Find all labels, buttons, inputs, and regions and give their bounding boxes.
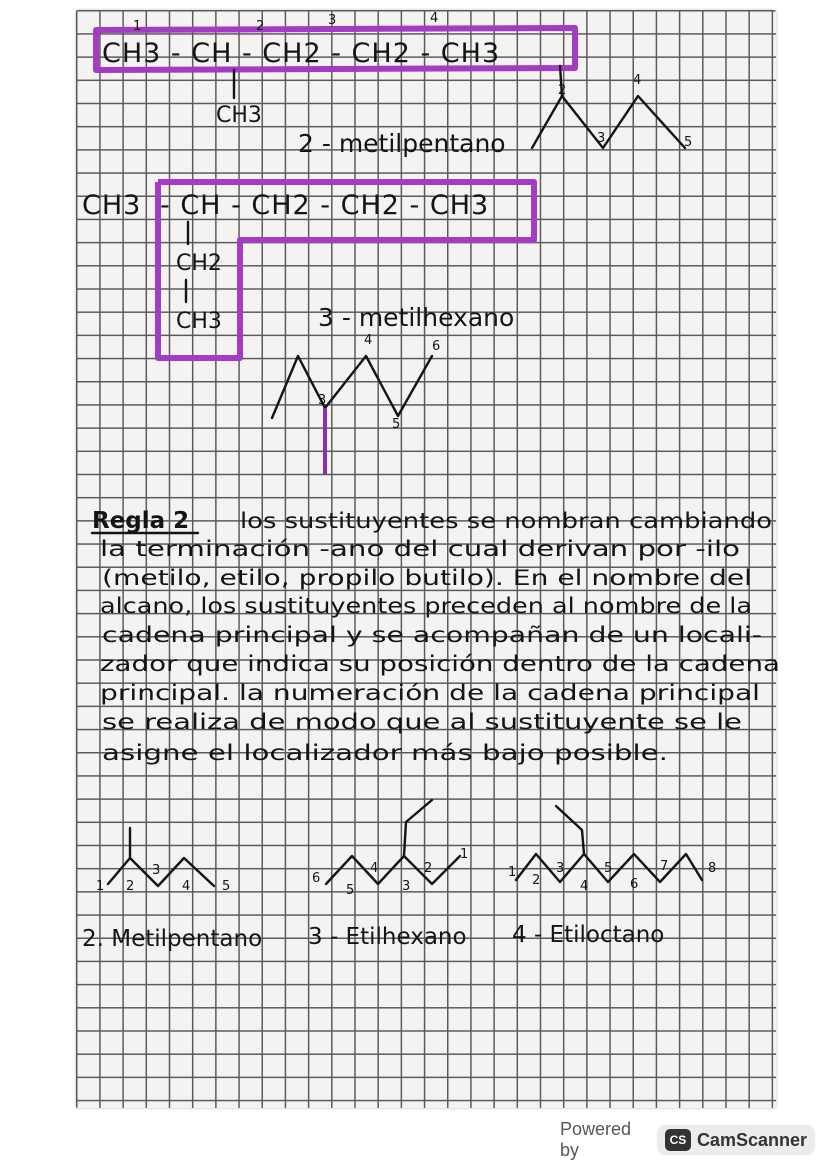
camscanner-watermark xyxy=(560,1119,815,1160)
skeleton-number: 3 xyxy=(556,861,565,876)
carbon-number-3: 3 xyxy=(328,13,337,28)
skeleton-number: 5 xyxy=(346,883,355,898)
skeleton-number: 3 xyxy=(597,131,606,146)
skeleton-number: 4 xyxy=(182,879,191,894)
rule-line: asigne el localizador más bajo posible. xyxy=(102,741,668,766)
skeleton-2-metilpentano-b xyxy=(108,858,214,886)
compound-name-2: 3 - metilhexano xyxy=(318,303,515,332)
skeleton-number: 3 xyxy=(152,863,161,878)
skeleton-number: 5 xyxy=(684,135,693,150)
rule-title: Regla 2 xyxy=(92,508,190,534)
skeleton-number: 6 xyxy=(630,877,639,892)
skeleton-number: 4 xyxy=(370,861,379,876)
rule-line: cadena principal y se acompañan de un locali- xyxy=(102,623,762,648)
chain-top-formula: - CH - CH2 - CH2 - CH3 xyxy=(160,190,490,221)
rule-line: la terminación -ano del cual derivan por -ilo xyxy=(100,537,740,562)
main-chain-formula: CH3 - CH - CH2 - CH2 - CH3 xyxy=(102,38,501,69)
skeleton-number: 1 xyxy=(508,865,517,880)
rule-line: se realiza de modo que al sustituyente se le xyxy=(102,710,742,735)
skeleton-number: 1 xyxy=(96,879,105,894)
compound-name-bottom-1: 2. Metilpentano xyxy=(82,926,263,952)
skeleton-number: 2 xyxy=(532,873,541,888)
skeleton-number: 5 xyxy=(392,417,401,432)
carbon-number-1: 1 xyxy=(133,19,142,34)
rule-line: zador que indica su posición dentro de la cadena xyxy=(100,652,780,677)
branch-formula: CH3 xyxy=(216,103,262,128)
rule-line: alcano, los sustituyentes preceden al nombre de la xyxy=(100,594,752,619)
skeleton-number: 5 xyxy=(604,861,613,876)
camscanner-brand: CamScanner xyxy=(696,1129,807,1150)
skeleton-number: 8 xyxy=(708,861,717,876)
carbon-number-2: 2 xyxy=(256,19,265,34)
compound-name-bottom-2: 3 - Etilhexano xyxy=(308,924,467,950)
skeleton-number: 3 xyxy=(402,879,411,894)
skeleton-number: 2 xyxy=(424,861,433,876)
rule-line: los sustituyentes se nombran cambiando xyxy=(240,509,772,534)
skeleton-number: 6 xyxy=(432,339,441,354)
skeleton-number: 4 xyxy=(364,333,373,348)
skeleton-number: 5 xyxy=(222,879,231,894)
powered-by-text: Powered by xyxy=(560,1119,632,1160)
skeleton-number: 6 xyxy=(312,871,321,886)
skeleton-number: 2 xyxy=(558,83,567,98)
skeleton-number: 3 xyxy=(318,393,327,408)
skeleton-2-metilpentano xyxy=(560,66,685,148)
camscanner-badge xyxy=(657,1125,815,1155)
skeleton-branch-ethyl xyxy=(556,806,584,854)
skeleton-3-etilhexano xyxy=(326,856,460,884)
rule-line: (metilo, etilo, propilo butilo). En el nombre del xyxy=(102,566,752,591)
skeleton-3-metilhexano xyxy=(272,356,432,418)
skeleton-number: 7 xyxy=(660,859,669,874)
branch-formula-2: CH3 xyxy=(176,309,222,334)
skeleton-number: 2 xyxy=(126,879,135,894)
camscanner-logo-icon: CS xyxy=(665,1129,691,1151)
left-group: CH3 xyxy=(82,190,142,221)
rule-line: principal. la numeración de la cadena principal xyxy=(100,681,760,706)
carbon-number-4: 4 xyxy=(430,11,439,26)
skeleton-branch-ethyl xyxy=(404,800,432,856)
skeleton-number: 1 xyxy=(460,847,469,862)
skeleton-number: 4 xyxy=(633,73,642,88)
compound-name-1: 2 - metilpentano xyxy=(298,129,506,158)
skeleton-branch xyxy=(532,96,562,148)
branch-formula-1: CH2 xyxy=(176,251,222,276)
skeleton-number: 4 xyxy=(580,879,589,894)
compound-name-bottom-3: 4 - Etiloctano xyxy=(512,922,665,948)
